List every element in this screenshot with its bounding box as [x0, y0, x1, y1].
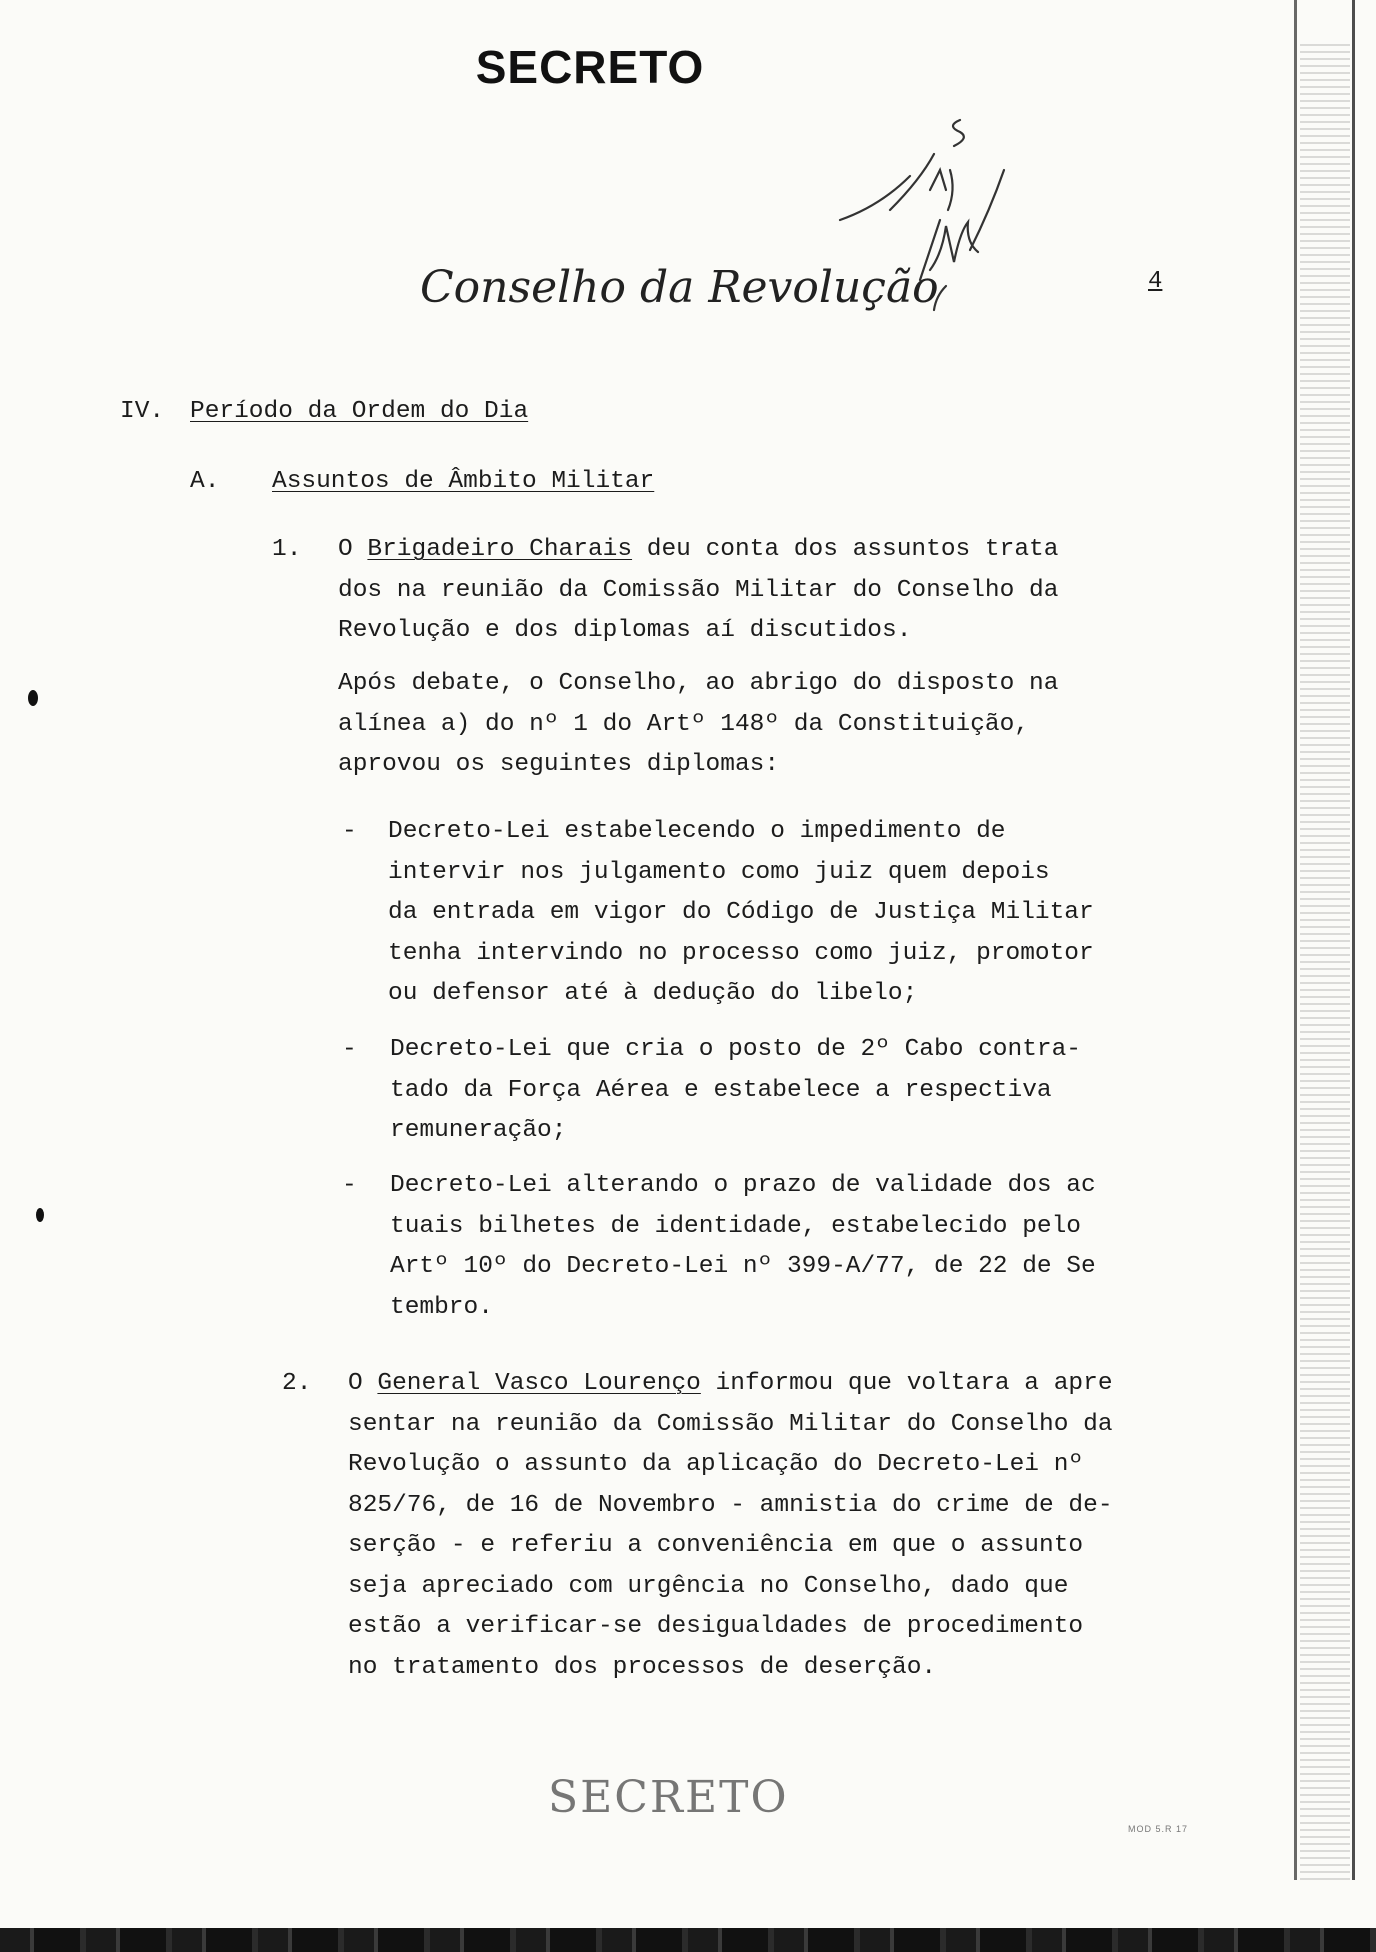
- item-2-paragraph: O General Vasco Lourenço informou que voltara a apre sentar na reunião da Comissão Militar do Conselho da Revolução o assunto da aplicação do Decreto-Lei nº 825/76, de 16 de Novembro - amnistia do crime de de- serção - e referiu a conveniência em que o assunto seja apreciado com urgência no Conselho, dado que estão a verificar-se desigualdades de procedimento no tratamento dos processos de deserção.: [348, 1370, 1113, 1681]
- scan-bottom-strip: [0, 1928, 1376, 1952]
- classification-stamp-bottom: SECRETO: [548, 1772, 789, 1823]
- punch-hole: [28, 690, 38, 706]
- item-1-number: 1.: [272, 536, 302, 563]
- subsection-title: Assuntos de Âmbito Militar: [272, 468, 655, 495]
- form-code: MOD 5.R 17: [1128, 1824, 1189, 1834]
- subsection-letter: A.: [190, 468, 220, 495]
- bullet-item-3: Decreto-Lei alterando o prazo de validade dos ac tuais bilhetes de identidade, estabelecido pelo Artº 10º do Decreto-Lei nº 399-A/77, de 22 de Se tembro.: [390, 1172, 1096, 1321]
- bullet-item-1: Decreto-Lei estabelecendo o impedimento de intervir nos julgamento como juiz quem depois da entrada em vigor do Código de Justiça Militar tenha intervindo no processo como juiz, promotor ou defensor até à dedução do libelo;: [388, 818, 1094, 1007]
- person-name: Brigadeiro Charais: [367, 536, 633, 563]
- item-1-paragraph: O Brigadeiro Charais deu conta dos assuntos trata dos na reunião da Comissão Militar do Conselho da Revolução e dos diplomas aí discutidos.: [338, 536, 1059, 644]
- item-1-decision: Após debate, o Conselho, ao abrigo do disposto na alínea a) do nº 1 do Artº 148º da Constituição, aprovou os seguintes diplomas:: [338, 670, 1059, 778]
- bullet-dash: -: [342, 818, 357, 845]
- page-number: 4: [1148, 268, 1163, 295]
- bullet-dash: -: [342, 1036, 357, 1063]
- classification-stamp-top: SECRETO: [475, 41, 705, 93]
- bullet-item-2: Decreto-Lei que cria o posto de 2º Cabo contra- tado da Força Aérea e estabelece a respectiva remuneração;: [390, 1036, 1082, 1144]
- punch-hole: [36, 1208, 44, 1222]
- scan-edge: [1294, 0, 1354, 1952]
- bullet-dash: -: [342, 1172, 357, 1199]
- section-title: Período da Ordem do Dia: [190, 398, 529, 425]
- person-name: General Vasco Lourenço: [377, 1370, 701, 1397]
- section-number: IV.: [120, 398, 165, 425]
- letterhead-title: Conselho da Revolução: [420, 262, 939, 313]
- item-2-number: 2.: [282, 1370, 312, 1397]
